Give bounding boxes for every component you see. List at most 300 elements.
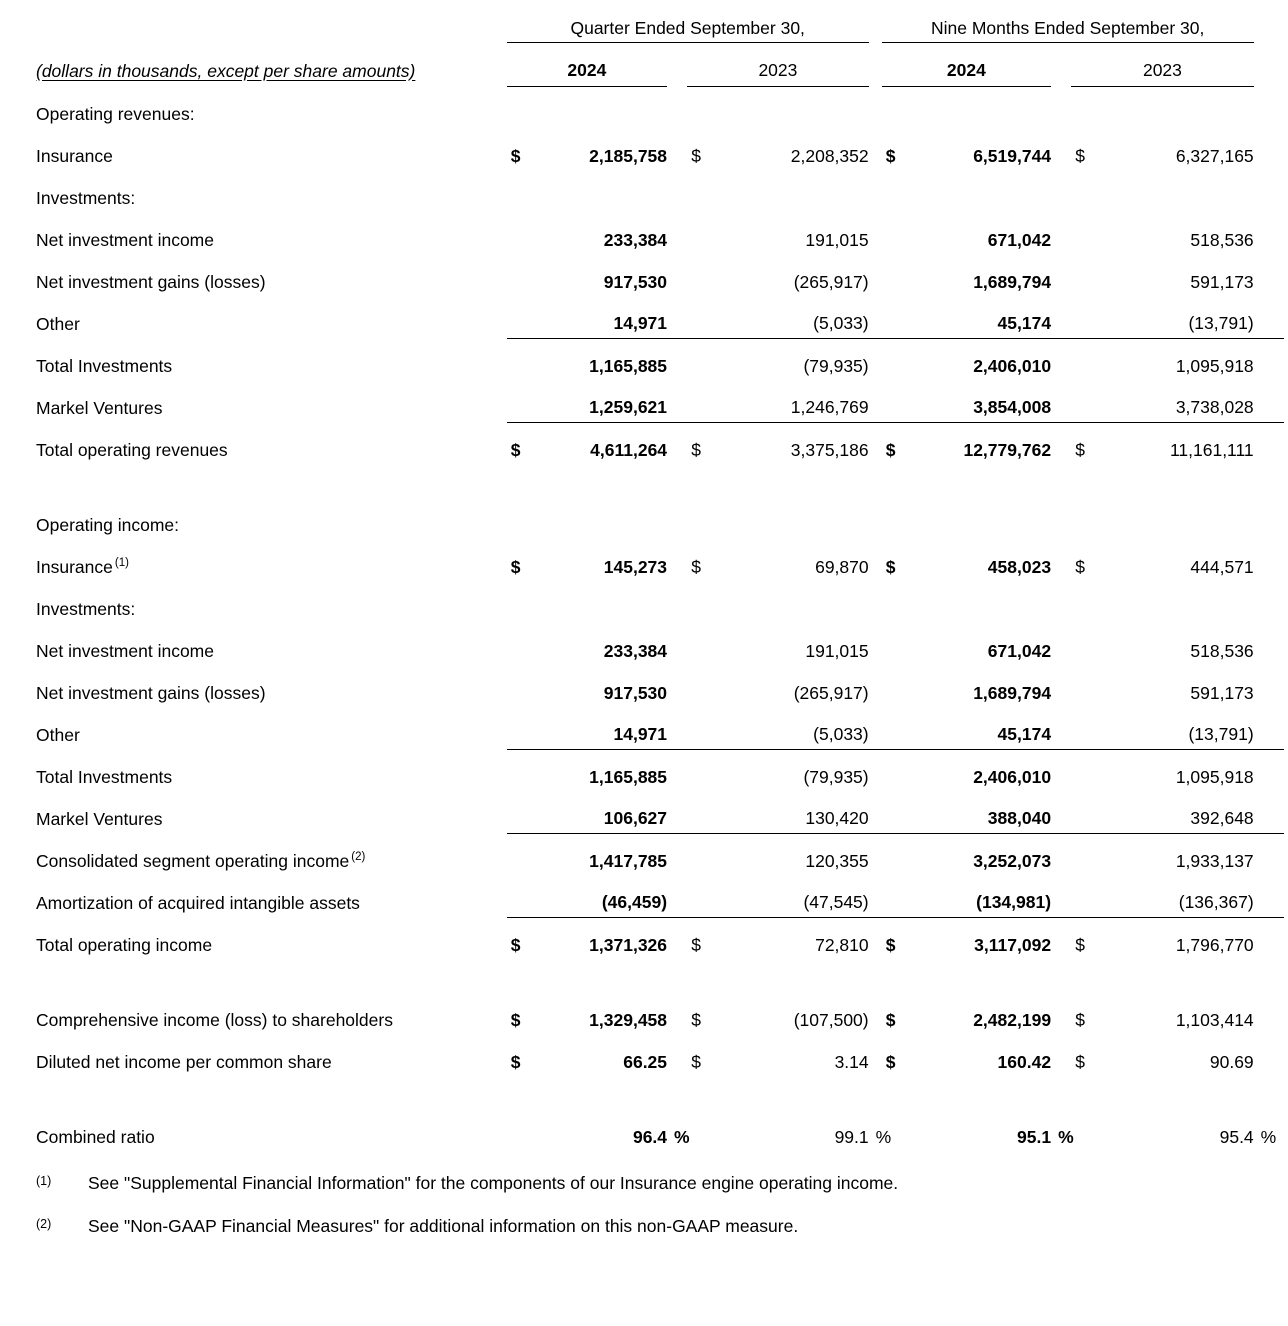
table-row: [36, 623, 1284, 665]
row-gap-2: [1051, 422, 1071, 464]
row-label: [36, 380, 507, 422]
table-row: [36, 170, 1284, 212]
row-value-2: 3,117,092: [974, 934, 1052, 955]
row-value-3: 95.4: [1219, 1126, 1254, 1147]
group-header-nine-months: Nine Months Ended September 30,: [882, 8, 1254, 42]
footnotes-block: [36, 1173, 1246, 1238]
year-header-gap-1: [667, 42, 687, 86]
row-gap-2: [1051, 128, 1071, 170]
row-empty-values: [507, 581, 1284, 623]
row-currency-0: [507, 665, 545, 707]
row-currency-1: [687, 296, 725, 338]
row-currency-0: [507, 875, 545, 917]
row-label: [36, 665, 507, 707]
table-group-header-row: [36, 8, 1284, 42]
row-percent-1: %: [875, 1126, 892, 1147]
row-label-text: Insurance: [36, 556, 113, 577]
row-gap-2: [1051, 992, 1071, 1034]
row-value-3: 1,796,770: [1175, 934, 1254, 955]
row-value-1: 3,375,186: [790, 439, 869, 460]
row-empty-values: [507, 170, 1284, 212]
row-gap-1: [869, 539, 882, 581]
row-label-text: Other: [36, 313, 80, 334]
row-value-2: 6,519,744: [973, 145, 1052, 166]
row-value-1: 120,355: [805, 850, 869, 871]
row-currency-3: [1071, 833, 1109, 875]
row-currency-0: [507, 749, 545, 791]
row-currency-2: [882, 212, 920, 254]
row-currency-2: [882, 833, 920, 875]
row-value-1: (265,917): [793, 682, 869, 703]
row-value-2: 1,689,794: [973, 271, 1052, 292]
row-gap-3: [1254, 539, 1284, 581]
row-currency-2: $: [885, 1009, 896, 1030]
row-label-text: Net investment income: [36, 229, 214, 250]
row-gap-0: [667, 128, 687, 170]
row-label: [36, 623, 507, 665]
row-label: [36, 749, 507, 791]
row-value-1: (47,545): [725, 875, 868, 917]
row-currency-0: [507, 1109, 545, 1151]
row-value-1: (5,033): [725, 707, 868, 749]
row-value-0: 1,329,458: [589, 1009, 668, 1030]
row-gap-1: [869, 296, 882, 338]
row-label-text: Investments:: [36, 187, 136, 208]
footnote-item: [36, 1173, 1246, 1195]
row-currency-3: $: [1075, 556, 1085, 577]
row-gap-0: [667, 1034, 687, 1076]
row-gap-0: [667, 707, 687, 749]
row-value-2: 1,689,794: [973, 682, 1052, 703]
table-year-header-row: [36, 42, 1284, 86]
row-currency-0: [507, 833, 545, 875]
table-row: [36, 875, 1284, 917]
row-currency-3: $: [1075, 1051, 1085, 1072]
row-gap-1: [869, 422, 882, 464]
row-value-0: 1,371,326: [589, 934, 668, 955]
row-currency-0: [507, 254, 545, 296]
row-gap-2: [1051, 1034, 1071, 1076]
row-value-0: 106,627: [545, 791, 667, 833]
row-empty-values: [507, 497, 1284, 539]
row-gap-2: [1051, 791, 1071, 833]
row-footnote-marker: (1): [114, 556, 129, 569]
row-gap-0: [667, 254, 687, 296]
row-label: [36, 338, 507, 380]
footnote-text: See "Supplemental Financial Information" for the components of our Insurance engine operating income.: [88, 1173, 899, 1193]
row-gap-2: [1051, 254, 1071, 296]
row-currency-3: [1071, 254, 1109, 296]
row-value-2: 388,040: [920, 791, 1051, 833]
row-currency-1: $: [691, 934, 701, 955]
year-header-n-2024: 2024: [882, 42, 1051, 86]
row-currency-2: $: [885, 145, 896, 166]
row-currency-1: [687, 833, 725, 875]
row-currency-0: [507, 296, 545, 338]
row-currency-3: [1071, 749, 1109, 791]
row-gap-3: [1254, 665, 1284, 707]
row-label: [36, 296, 507, 338]
table-row: [36, 86, 1284, 128]
row-value-0: 917,530: [603, 682, 668, 703]
row-label-text: Total operating income: [36, 934, 213, 955]
row-currency-2: $: [885, 556, 896, 577]
row-currency-2: [882, 623, 920, 665]
row-value-0: 66.25: [623, 1051, 668, 1072]
row-value-3: 1,933,137: [1175, 850, 1254, 871]
row-value-3: (13,791): [1110, 707, 1254, 749]
row-gap-0: [667, 539, 687, 581]
footnote-item: [36, 1216, 1246, 1238]
row-percent-0: %: [674, 1126, 690, 1147]
row-currency-0: [507, 707, 545, 749]
row-currency-2: [882, 296, 920, 338]
year-header-tail: [1254, 42, 1284, 86]
row-value-2: 2,482,199: [973, 1009, 1052, 1030]
row-currency-3: $: [1075, 145, 1085, 166]
row-label-text: Combined ratio: [36, 1126, 155, 1147]
row-value-1: (79,935): [803, 766, 869, 787]
row-label: [36, 992, 507, 1034]
row-value-3: 1,103,414: [1175, 1009, 1254, 1030]
table-row: [36, 128, 1284, 170]
row-currency-1: [687, 665, 725, 707]
row-gap-0: [667, 917, 687, 959]
row-value-3: (136,367): [1110, 875, 1254, 917]
table-row: [36, 791, 1284, 833]
row-value-2: (134,981): [920, 875, 1051, 917]
row-value-3: 444,571: [1190, 556, 1254, 577]
row-currency-1: $: [691, 1009, 701, 1030]
row-gap-3: [1254, 875, 1284, 917]
row-label: [36, 875, 507, 917]
row-value-1: (79,935): [803, 355, 869, 376]
year-header-n-2023: 2023: [1071, 42, 1253, 86]
row-currency-1: [687, 791, 725, 833]
row-percent-2: %: [1058, 1126, 1074, 1147]
row-value-0: 1,165,885: [589, 355, 668, 376]
row-value-0: 1,165,885: [589, 766, 668, 787]
row-label-text: Consolidated segment operating income: [36, 850, 350, 871]
row-gap-2: [1051, 749, 1071, 791]
row-label: [36, 707, 507, 749]
row-value-3: (13,791): [1110, 296, 1254, 338]
row-currency-3: [1071, 380, 1109, 422]
row-gap-3: [1254, 212, 1284, 254]
footnote-mark: (1): [36, 1174, 52, 1188]
row-gap-3: [1254, 422, 1284, 464]
row-currency-1: [687, 749, 725, 791]
row-gap-1: [869, 749, 882, 791]
table-row: [36, 422, 1284, 464]
row-currency-2: [882, 380, 920, 422]
row-currency-2: [882, 338, 920, 380]
row-label: [36, 254, 507, 296]
row-value-1: 72,810: [815, 934, 869, 955]
table-row: [36, 254, 1284, 296]
row-label-text: Diluted net income per common share: [36, 1051, 332, 1072]
row-currency-3: [1071, 212, 1109, 254]
row-gap-2: [1051, 917, 1071, 959]
row-gap-3: [1254, 791, 1284, 833]
row-currency-3: $: [1075, 439, 1085, 460]
financial-highlights-table: [36, 8, 1284, 1151]
row-value-1: 99.1: [834, 1126, 869, 1147]
row-gap-1: [869, 875, 882, 917]
row-value-2: 95.1: [1017, 1126, 1052, 1147]
year-header-gap-3: [1051, 42, 1071, 86]
row-currency-0: [507, 380, 545, 422]
row-value-1: (5,033): [725, 296, 868, 338]
table-row: [36, 497, 1284, 539]
table-row: [36, 707, 1284, 749]
row-gap-3: [1254, 992, 1284, 1034]
row-gap-1: [869, 791, 882, 833]
row-gap-0: [667, 665, 687, 707]
row-gap-3: [1254, 128, 1284, 170]
row-currency-3: [1071, 665, 1109, 707]
row-currency-0: $: [510, 934, 521, 955]
row-label-text: Markel Ventures: [36, 808, 163, 829]
row-value-2: 12,779,762: [963, 439, 1052, 460]
row-currency-1: $: [691, 1051, 701, 1072]
row-gap-2: [1051, 380, 1071, 422]
row-value-3: 518,536: [1190, 229, 1254, 250]
row-value-2: 2,406,010: [973, 766, 1052, 787]
row-value-0: 233,384: [603, 229, 668, 250]
row-label: [36, 917, 507, 959]
row-gap-0: [667, 992, 687, 1034]
row-currency-2: $: [885, 1051, 896, 1072]
row-gap-2: [1051, 539, 1071, 581]
row-currency-3: [1071, 296, 1109, 338]
table-row: [36, 833, 1284, 875]
row-percent-3: %: [1260, 1126, 1277, 1147]
row-gap-1: [869, 833, 882, 875]
row-label: [36, 128, 507, 170]
row-gap-1: [869, 707, 882, 749]
row-value-2: 3,854,008: [920, 380, 1051, 422]
row-currency-0: [507, 623, 545, 665]
row-label-text: Total Investments: [36, 766, 173, 787]
row-value-3: 1,095,918: [1175, 355, 1254, 376]
row-value-1: 130,420: [725, 791, 868, 833]
row-currency-1: [687, 875, 725, 917]
footnote-text: See "Non-GAAP Financial Measures" for additional information on this non-GAAP measure.: [88, 1215, 799, 1236]
row-currency-3: [1071, 707, 1109, 749]
row-label-text: Markel Ventures: [36, 397, 163, 418]
row-currency-0: $: [510, 1051, 521, 1072]
units-label: (dollars in thousands, except per share amounts): [36, 60, 416, 81]
row-gap-0: [667, 833, 687, 875]
row-gap-2: [1051, 212, 1071, 254]
row-gap-0: [667, 422, 687, 464]
row-value-3: 1,095,918: [1175, 766, 1254, 787]
row-gap-0: [667, 212, 687, 254]
row-label-text: Operating revenues:: [36, 103, 195, 124]
row-label: [36, 170, 507, 212]
row-currency-2: $: [885, 934, 896, 955]
row-currency-3: $: [1075, 934, 1085, 955]
row-value-2: 160.42: [997, 1051, 1052, 1072]
year-header-q-2024: 2024: [507, 42, 667, 86]
row-value-1: 191,015: [805, 640, 869, 661]
row-gap-1: [869, 380, 882, 422]
row-label: [36, 581, 507, 623]
row-label: [36, 497, 507, 539]
row-value-1: 1,246,769: [725, 380, 868, 422]
row-value-1: 191,015: [805, 229, 869, 250]
row-currency-1: $: [691, 556, 701, 577]
table-row: [36, 581, 1284, 623]
row-value-3: 392,648: [1110, 791, 1254, 833]
table-row: [36, 665, 1284, 707]
row-label-text: Investments:: [36, 598, 136, 619]
row-currency-0: $: [510, 439, 521, 460]
table-row: [36, 1034, 1284, 1076]
row-gap-3: [1254, 833, 1284, 875]
row-gap-1: [869, 128, 882, 170]
row-value-0: 96.4: [632, 1126, 668, 1147]
row-currency-1: [687, 380, 725, 422]
row-gap-1: [869, 254, 882, 296]
row-currency-1: [687, 338, 725, 380]
row-currency-2: [882, 707, 920, 749]
row-gap-1: [869, 212, 882, 254]
row-currency-2: $: [885, 439, 896, 460]
row-currency-3: [1071, 623, 1109, 665]
row-spacer: [36, 1076, 1284, 1109]
row-currency-1: [687, 707, 725, 749]
row-label-text: Insurance: [36, 145, 113, 166]
row-label: [36, 1109, 507, 1151]
row-label: [36, 1034, 507, 1076]
row-value-1: (107,500): [793, 1009, 869, 1030]
row-value-2: 671,042: [987, 229, 1052, 250]
row-currency-1: $: [691, 439, 701, 460]
row-gap-1: [869, 623, 882, 665]
year-header-gap-2: [869, 42, 882, 86]
row-currency-3: [1071, 875, 1109, 917]
row-gap-3: [1254, 707, 1284, 749]
row-gap-0: [667, 791, 687, 833]
row-gap-3: [1254, 380, 1284, 422]
row-gap-3: [1254, 338, 1284, 380]
row-currency-0: [507, 338, 545, 380]
row-currency-1: [687, 1109, 725, 1151]
row-currency-2: [882, 749, 920, 791]
row-gap-1: [869, 917, 882, 959]
row-value-2: 3,252,073: [973, 850, 1052, 871]
row-label-text: Comprehensive income (loss) to shareholders: [36, 1009, 393, 1030]
group-header-quarter: Quarter Ended September 30,: [507, 8, 869, 42]
row-value-3: 591,173: [1190, 271, 1254, 292]
row-label-text: Other: [36, 724, 80, 745]
row-value-1: 69,870: [815, 556, 869, 577]
row-gap-0: [667, 296, 687, 338]
row-gap-1: [869, 1034, 882, 1076]
row-empty-values: [507, 86, 1284, 128]
table-row: [36, 1109, 1284, 1151]
row-currency-1: [687, 623, 725, 665]
year-header-q-2023: 2023: [687, 42, 868, 86]
row-gap-2: [1051, 707, 1071, 749]
row-currency-0: $: [510, 1009, 521, 1030]
row-currency-0: $: [510, 556, 521, 577]
row-gap-1: [869, 992, 882, 1034]
row-value-2: 458,023: [987, 556, 1052, 577]
table-row: [36, 539, 1284, 581]
table-row: [36, 212, 1284, 254]
row-gap-3: [1254, 1034, 1284, 1076]
table-row: [36, 296, 1284, 338]
row-currency-2: [882, 791, 920, 833]
row-currency-3: [1071, 791, 1109, 833]
row-value-2: 671,042: [987, 640, 1052, 661]
row-value-3: 90.69: [1209, 1051, 1254, 1072]
row-value-3: 518,536: [1190, 640, 1254, 661]
table-row: [36, 380, 1284, 422]
row-value-0: 233,384: [603, 640, 668, 661]
financial-table-page: [0, 8, 1288, 1326]
row-footnote-marker: (2): [351, 850, 366, 863]
row-value-3: 3,738,028: [1110, 380, 1254, 422]
row-label-text: Net investment income: [36, 640, 214, 661]
row-label: [36, 422, 507, 464]
row-gap-0: [667, 623, 687, 665]
group-header-gap: [869, 8, 882, 42]
row-value-1: 2,208,352: [790, 145, 869, 166]
row-label: [36, 86, 507, 128]
footnote-mark: (2): [36, 1216, 52, 1231]
row-gap-2: [1051, 296, 1071, 338]
row-value-2: 45,174: [920, 707, 1051, 749]
row-currency-3: $: [1075, 1009, 1085, 1030]
row-value-0: 145,273: [603, 556, 668, 577]
row-spacer: [36, 464, 1284, 497]
row-value-3: 11,161,111: [1169, 439, 1254, 460]
row-gap-0: [667, 749, 687, 791]
row-currency-0: [507, 791, 545, 833]
row-value-1: 3.14: [834, 1051, 869, 1072]
row-gap-3: [1254, 917, 1284, 959]
row-value-0: 1,417,785: [589, 850, 668, 871]
row-currency-0: [507, 212, 545, 254]
row-currency-1: [687, 212, 725, 254]
table-row: [36, 338, 1284, 380]
row-value-0: 917,530: [603, 271, 668, 292]
row-value-2: 45,174: [920, 296, 1051, 338]
row-label-text: Net investment gains (losses): [36, 682, 266, 703]
row-label-text: Net investment gains (losses): [36, 271, 266, 292]
row-currency-0: $: [510, 145, 521, 166]
row-value-3: 591,173: [1190, 682, 1254, 703]
table-row: [36, 917, 1284, 959]
row-currency-2: [882, 665, 920, 707]
row-value-0: 14,971: [545, 296, 667, 338]
group-header-spacer: [36, 8, 507, 42]
row-value-0: 1,259,621: [545, 380, 667, 422]
row-currency-2: [882, 875, 920, 917]
row-label: [36, 212, 507, 254]
row-label: [36, 833, 507, 875]
row-currency-3: [1071, 338, 1109, 380]
row-gap-3: [1254, 296, 1284, 338]
row-value-0: 4,611,264: [590, 439, 668, 460]
row-label: [36, 539, 507, 581]
row-value-0: 14,971: [545, 707, 667, 749]
row-label: [36, 791, 507, 833]
